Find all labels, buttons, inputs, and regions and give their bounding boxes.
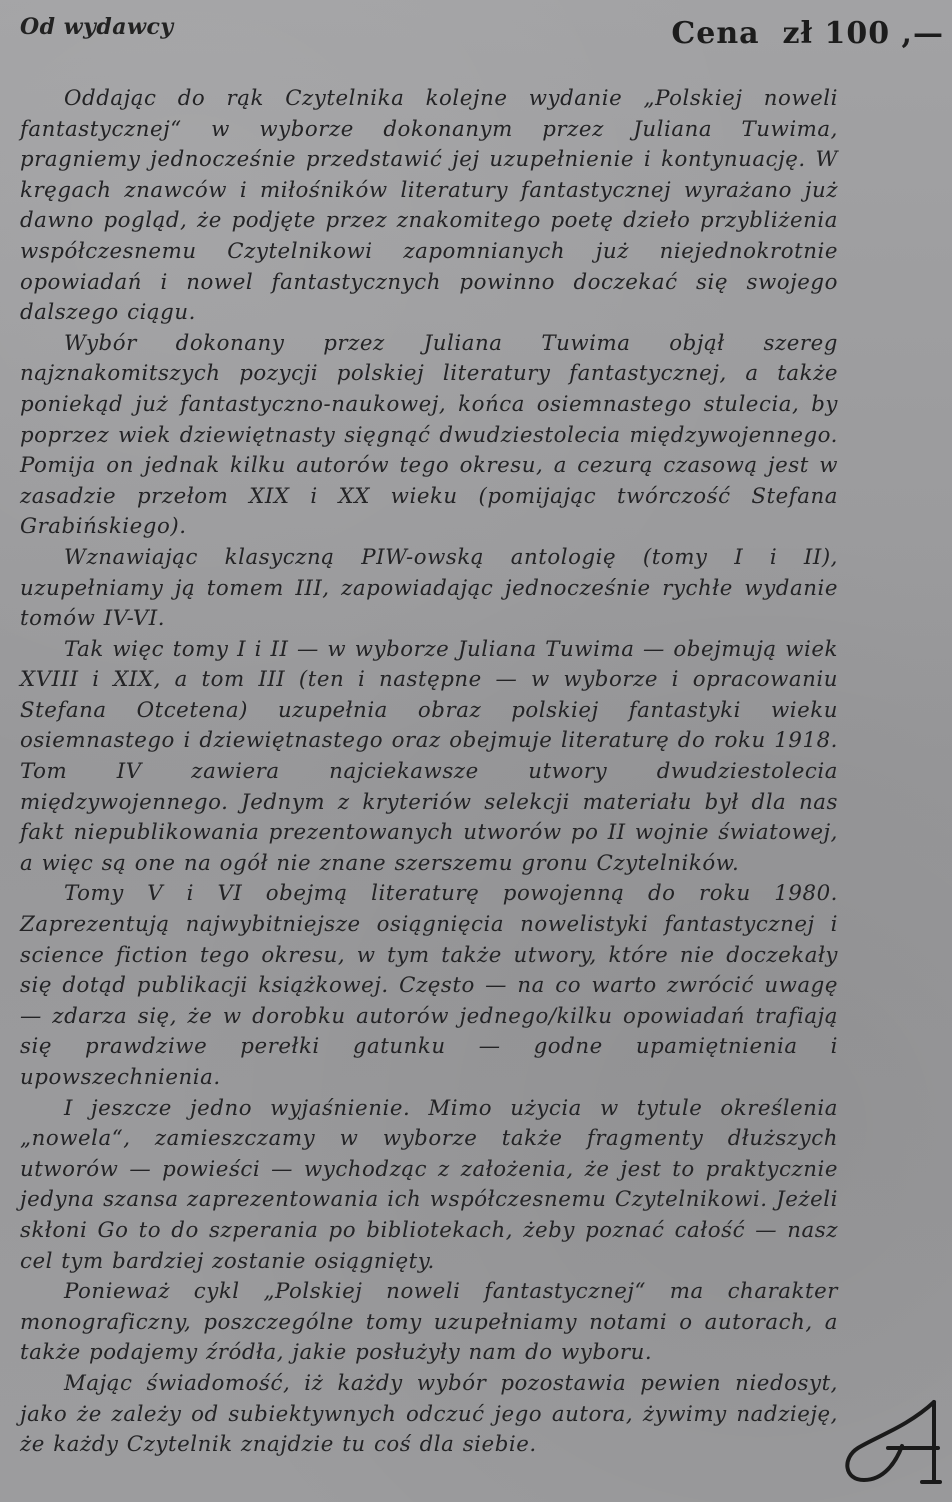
body-text bbox=[20, 84, 838, 1461]
paragraph: Oddając do rąk Czytelnika kolejne wydanie „Polskiej noweli fantastycznej“ w wyborze dokonanym przez Juliana Tuwima, pragniemy jednocześnie przedstawić jej uzupełnienie i kontynuację. W kręgach znawców i miłośników literatury fantastycznej wyrażano już dawno pogląd, że podjęte przez znakomitego poetę dzieło przybliżenia współczesnemu Czytelnikowi zapomnianych już niejednokrotnie opowiadań i nowel fantastycznych powinno doczekać się swojego dalszego ciągu. bbox=[20, 86, 838, 326]
paragraph: Tomy V i VI obejmą literaturę powojenną do roku 1980. Zaprezentują najwybitniejsze osiągnięcia nowelistyki fantastycznej i science fiction tego okresu, w tym także utwory, które nie doczekały się dotąd publikacji książkowej. Często — na co warto zwrócić uwagę — zdarza się, że w dorobku autorów jednego/kilku opowiadań trafiają się prawdziwe perełki gatunku — godne upamiętnienia i upowszechnienia. bbox=[20, 881, 838, 1090]
paragraph: I jeszcze jedno wyjaśnienie. Mimo użycia w tytule określenia „nowela“, zamieszczamy w wyborze także fragmenty dłuższych utworów — powieści — wychodząc z założenia, że jest to praktycznie jedyna szansa zaprezentowania ich współczesnemu Czytelnikowi. Jeżeli skłoni Go to do szperania po bibliotekach, żeby poznać całość — nasz cel tym bardziej zostanie osiągnięty. bbox=[20, 1095, 838, 1274]
paragraph: Ponieważ cykl „Polskiej noweli fantastycznej“ ma charakter monograficzny, poszczególne tomy uzupełniamy notami o autorach, a także podajemy źródła, jakie posłużyły nam do wyboru. bbox=[20, 1279, 838, 1366]
price-label: Cena zł 100 ,— bbox=[671, 16, 944, 51]
paragraph: Wybór dokonany przez Juliana Tuwima objął szereg najznakomitszych pozycji polskiej literatury fantastycznej, a także poniekąd już fantastyczno-naukowej, końca osiemnastego stulecia, by poprzez wiek dziewiętnasty sięgnąć dwudziestolecia międzywojennego. Pomija on jednak kilku autorów tego okresu, a cezurą czasową jest w zasadzie przełom XIX i XX wieku (pomijając twórczość Stefana Grabińskiego). bbox=[20, 330, 838, 540]
publisher-logo-icon bbox=[838, 1396, 942, 1488]
paragraph: Tak więc tomy I i II — w wyborze Juliana Tuwima — obejmują wiek XVIII i XIX, a tom III (ten i następne — w wyborze i opracowaniu Stefana Otcetena) uzupełnia obraz polskiej fantastyki wieku osiemnastego i dziewiętnastego oraz obejmuje literaturę do roku 1918. Tom IV zawiera najciekawsze utwory dwudziestolecia międzywojennego. Jednym z kryteriów selekcji materiału był dla nas fakt niepublikowania prezentowanych utworów po II wojnie światowej, a więc są one na ogół nie znane szerszemu gronu Czytelników. bbox=[20, 636, 838, 876]
section-label: Od wydawcy bbox=[20, 14, 174, 40]
paragraph: Wznawiając klasyczną PIW-owską antologię (tomy I i II), uzupełniamy ją tomem III, zapowiadając jednocześnie rychłe wydanie tomów IV-VI. bbox=[20, 544, 838, 632]
page-header bbox=[0, 0, 952, 70]
paragraph: Mając świadomość, iż każdy wybór pozostawia pewien niedosyt, jako że zależy od subiektywnych odczuć jego autora, żywimy nadzieję, że każdy Czytelnik znajdzie tu coś dla siebie. bbox=[20, 1370, 838, 1458]
